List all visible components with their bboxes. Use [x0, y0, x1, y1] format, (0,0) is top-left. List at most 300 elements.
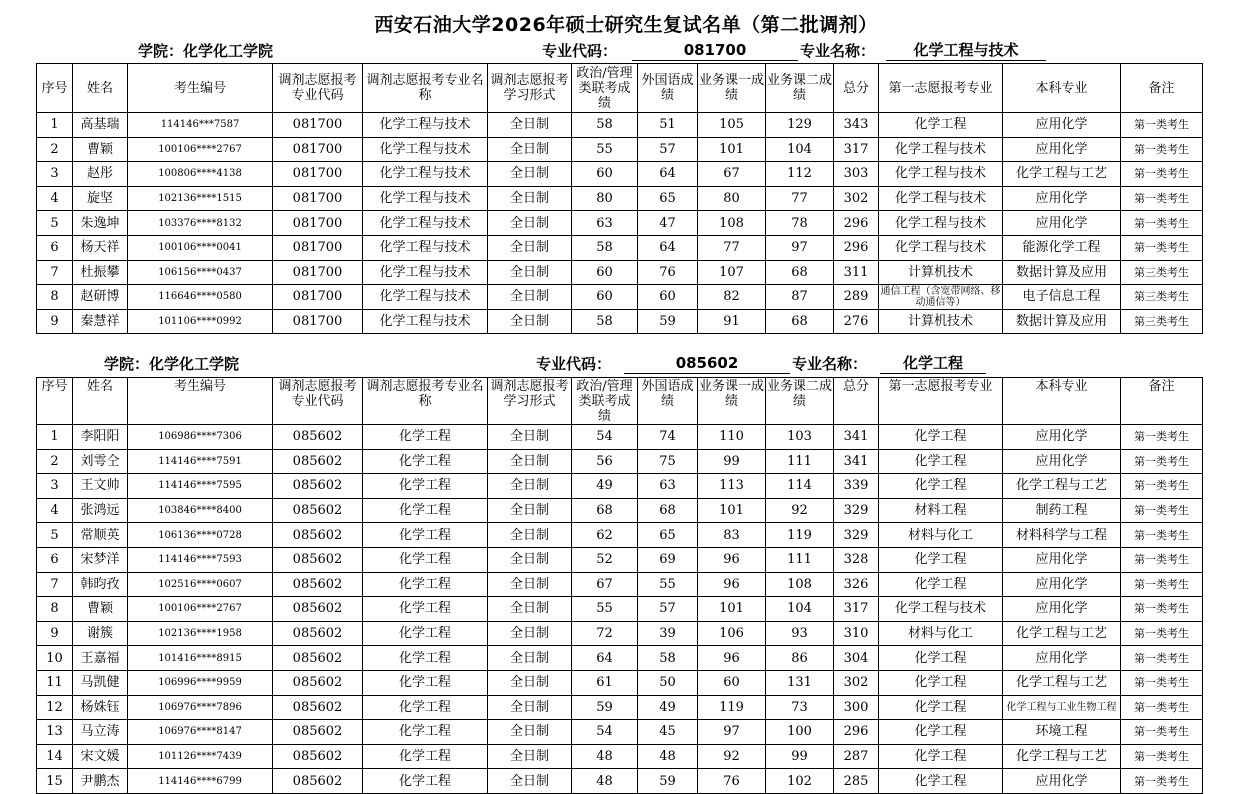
table-cell: 第一类考生 — [1121, 744, 1203, 769]
table-cell: 114146***7587 — [128, 113, 273, 138]
table-cell: 76 — [638, 260, 698, 285]
table-cell: 尹鹏杰 — [73, 769, 128, 794]
table-cell: 化学工程 — [879, 572, 1003, 597]
table-cell: 10 — [37, 646, 73, 671]
table-cell: 化学工程与技术 — [363, 186, 488, 211]
table-cell: 96 — [698, 572, 766, 597]
major-name-label: 专业名称： — [800, 42, 876, 60]
table-cell: 化学工程 — [879, 113, 1003, 138]
table-cell: 310 — [834, 621, 879, 646]
table-cell: 1 — [37, 113, 73, 138]
table-cell: 99 — [698, 449, 766, 474]
table-cell: 能源化学工程 — [1003, 235, 1121, 260]
table-cell: 085602 — [273, 547, 363, 572]
column-header: 第一志愿报考专业 — [879, 64, 1003, 113]
table-cell: 106156****0437 — [128, 260, 273, 285]
table-cell: 材料科学与工程 — [1003, 523, 1121, 548]
column-header: 业务课一成绩 — [698, 378, 766, 425]
table-cell: 第一类考生 — [1121, 235, 1203, 260]
table-cell: 081700 — [273, 162, 363, 187]
column-header: 政治/管理类联考成绩 — [572, 378, 638, 425]
table-cell: 秦慧祥 — [73, 309, 128, 334]
table-cell: 131 — [766, 670, 834, 695]
table-cell: 100806****4138 — [128, 162, 273, 187]
table-cell: 化学工程 — [363, 769, 488, 794]
table-cell: 085602 — [273, 425, 363, 450]
table-cell: 108 — [766, 572, 834, 597]
table-cell: 289 — [834, 285, 879, 310]
table-cell: 全日制 — [488, 572, 572, 597]
major-code-label: 专业代码： — [542, 42, 618, 60]
table-cell: 计算机技术 — [879, 260, 1003, 285]
table-cell: 48 — [572, 744, 638, 769]
table-cell: 101 — [698, 597, 766, 622]
table-cell: 韩昀孜 — [73, 572, 128, 597]
column-header: 调剂志愿报考学习形式 — [488, 378, 572, 425]
table-cell: 101 — [698, 137, 766, 162]
table-cell: 7 — [37, 260, 73, 285]
column-header: 第一志愿报考专业 — [879, 378, 1003, 425]
table-cell: 化学工程与技术 — [879, 597, 1003, 622]
table-cell: 72 — [572, 621, 638, 646]
table-cell: 化学工程 — [879, 474, 1003, 499]
table-cell: 76 — [698, 769, 766, 794]
table-cell: 112 — [766, 162, 834, 187]
page-title: 西安石油大学2026年硕士研究生复试名单（第二批调剂） — [374, 14, 878, 36]
column-header: 调剂志愿报考专业代码 — [273, 378, 363, 425]
table-cell: 085602 — [273, 769, 363, 794]
table-cell: 96 — [698, 547, 766, 572]
table-cell: 65 — [638, 186, 698, 211]
table-cell: 68 — [572, 498, 638, 523]
table-cell: 第三类考生 — [1121, 285, 1203, 310]
column-header: 序号 — [37, 64, 73, 113]
table-row — [37, 769, 1203, 794]
table-cell: 9 — [37, 309, 73, 334]
major-name-value: 化学工程 — [880, 353, 986, 374]
table-cell: 59 — [638, 309, 698, 334]
table-cell: 全日制 — [488, 211, 572, 236]
table-row — [37, 137, 1203, 162]
table-cell: 化学工程 — [363, 572, 488, 597]
table-cell: 化学工程与技术 — [363, 137, 488, 162]
table-cell: 97 — [698, 720, 766, 745]
table-cell: 王嘉福 — [73, 646, 128, 671]
column-header: 姓名 — [73, 378, 128, 425]
table-cell: 化学工程 — [879, 720, 1003, 745]
table-cell: 67 — [698, 162, 766, 187]
table-cell: 101106****0992 — [128, 309, 273, 334]
table-cell: 68 — [766, 309, 834, 334]
table-cell: 83 — [698, 523, 766, 548]
table-cell: 第一类考生 — [1121, 695, 1203, 720]
table-row — [37, 260, 1203, 285]
table-cell: 100106****2767 — [128, 597, 273, 622]
table-cell: 数据计算及应用 — [1003, 309, 1121, 334]
table-cell: 085602 — [273, 720, 363, 745]
table-cell: 全日制 — [488, 260, 572, 285]
table-cell: 李阳阳 — [73, 425, 128, 450]
table-cell: 应用化学 — [1003, 113, 1121, 138]
column-header: 本科专业 — [1003, 64, 1121, 113]
table-cell: 化学工程与技术 — [363, 285, 488, 310]
table-cell: 64 — [638, 162, 698, 187]
table-cell: 6 — [37, 547, 73, 572]
table-cell: 50 — [638, 670, 698, 695]
major-name-value: 化学工程与技术 — [886, 40, 1046, 61]
section1-header — [0, 40, 1252, 62]
table-cell: 化学工程与工艺 — [1003, 744, 1121, 769]
table-row — [37, 744, 1203, 769]
table-cell: 环境工程 — [1003, 720, 1121, 745]
table-row — [37, 285, 1203, 310]
table-cell: 化学工程与技术 — [363, 162, 488, 187]
table-cell: 应用化学 — [1003, 547, 1121, 572]
table-cell: 化学工程与工艺 — [1003, 670, 1121, 695]
table-cell: 329 — [834, 498, 879, 523]
table-cell: 第一类考生 — [1121, 425, 1203, 450]
college-label: 学院：化学化工学院 — [138, 42, 274, 60]
table-cell: 化学工程与工艺 — [1003, 474, 1121, 499]
table-cell: 电子信息工程 — [1003, 285, 1121, 310]
table-cell: 80 — [572, 186, 638, 211]
table-cell: 马立涛 — [73, 720, 128, 745]
table-cell: 77 — [698, 235, 766, 260]
table-cell: 化学工程与技术 — [879, 137, 1003, 162]
table-cell: 96 — [698, 646, 766, 671]
table-cell: 2 — [37, 449, 73, 474]
table-cell: 5 — [37, 211, 73, 236]
table-cell: 全日制 — [488, 449, 572, 474]
table-cell: 77 — [766, 186, 834, 211]
table-cell: 3 — [37, 474, 73, 499]
table-cell: 应用化学 — [1003, 646, 1121, 671]
table-cell: 329 — [834, 523, 879, 548]
table-cell: 谢簇 — [73, 621, 128, 646]
table-row — [37, 646, 1203, 671]
table-row — [37, 186, 1203, 211]
table-cell: 应用化学 — [1003, 769, 1121, 794]
table-cell: 111 — [766, 547, 834, 572]
table-row — [37, 474, 1203, 499]
table-cell: 97 — [766, 235, 834, 260]
table-section2 — [36, 377, 1203, 794]
table-cell: 计算机技术 — [879, 309, 1003, 334]
table-cell: 第一类考生 — [1121, 186, 1203, 211]
table-cell: 第三类考生 — [1121, 260, 1203, 285]
table-cell: 085602 — [273, 646, 363, 671]
table-cell: 化学工程 — [879, 695, 1003, 720]
table-cell: 全日制 — [488, 113, 572, 138]
table-row — [37, 498, 1203, 523]
table-cell: 75 — [638, 449, 698, 474]
table-cell: 全日制 — [488, 137, 572, 162]
table-cell: 114146****7591 — [128, 449, 273, 474]
table-row — [37, 597, 1203, 622]
table-cell: 全日制 — [488, 474, 572, 499]
table-row — [37, 547, 1203, 572]
column-header: 外国语成绩 — [638, 378, 698, 425]
table-cell: 化学工程 — [879, 769, 1003, 794]
table-cell: 60 — [572, 162, 638, 187]
table-cell: 14 — [37, 744, 73, 769]
table-cell: 102 — [766, 769, 834, 794]
major-name-label: 专业名称： — [792, 355, 868, 373]
table-cell: 化学工程 — [363, 646, 488, 671]
table-cell: 317 — [834, 597, 879, 622]
table-cell: 102136****1515 — [128, 186, 273, 211]
column-header: 外国语成绩 — [638, 64, 698, 113]
table-cell: 第一类考生 — [1121, 720, 1203, 745]
table-cell: 全日制 — [488, 186, 572, 211]
table-cell: 化学工程 — [879, 646, 1003, 671]
table-cell: 110 — [698, 425, 766, 450]
table-cell: 67 — [572, 572, 638, 597]
table-cell: 应用化学 — [1003, 597, 1121, 622]
table-cell: 49 — [638, 695, 698, 720]
table-row — [37, 162, 1203, 187]
table-cell: 102136****1958 — [128, 621, 273, 646]
table-cell: 1 — [37, 425, 73, 450]
table-cell: 应用化学 — [1003, 211, 1121, 236]
table-cell: 马凯健 — [73, 670, 128, 695]
table-cell: 114146****7595 — [128, 474, 273, 499]
table-cell: 328 — [834, 547, 879, 572]
table-cell: 104 — [766, 137, 834, 162]
table-row — [37, 523, 1203, 548]
table-cell: 化学工程 — [363, 597, 488, 622]
table-cell: 119 — [766, 523, 834, 548]
column-header: 备注 — [1121, 64, 1203, 113]
table-cell: 全日制 — [488, 235, 572, 260]
column-header: 总分 — [834, 64, 879, 113]
table-cell: 68 — [766, 260, 834, 285]
table-cell: 317 — [834, 137, 879, 162]
table-cell: 45 — [638, 720, 698, 745]
table-cell: 全日制 — [488, 744, 572, 769]
table-cell: 全日制 — [488, 425, 572, 450]
table-row — [37, 621, 1203, 646]
table-cell: 曹颖 — [73, 597, 128, 622]
table-cell: 92 — [698, 744, 766, 769]
table-cell: 48 — [638, 744, 698, 769]
table-cell: 第一类考生 — [1121, 597, 1203, 622]
table-cell: 104 — [766, 597, 834, 622]
table-cell: 宋梦洋 — [73, 547, 128, 572]
table-cell: 9 — [37, 621, 73, 646]
table-cell: 63 — [572, 211, 638, 236]
table-cell: 73 — [766, 695, 834, 720]
table-cell: 张鸿远 — [73, 498, 128, 523]
table-cell: 114146****7593 — [128, 547, 273, 572]
table-cell: 58 — [638, 646, 698, 671]
table-cell: 化学工程 — [363, 523, 488, 548]
table-cell: 103 — [766, 425, 834, 450]
table-cell: 11 — [37, 670, 73, 695]
table-cell: 应用化学 — [1003, 186, 1121, 211]
table-cell: 56 — [572, 449, 638, 474]
table-cell: 296 — [834, 720, 879, 745]
table-cell: 103846****8400 — [128, 498, 273, 523]
table-cell: 第一类考生 — [1121, 474, 1203, 499]
table-cell: 287 — [834, 744, 879, 769]
table-cell: 111 — [766, 449, 834, 474]
table-cell: 300 — [834, 695, 879, 720]
table-cell: 材料与化工 — [879, 523, 1003, 548]
column-header: 姓名 — [73, 64, 128, 113]
table-cell: 47 — [638, 211, 698, 236]
table-cell: 60 — [698, 670, 766, 695]
table-cell: 54 — [572, 720, 638, 745]
major-code-value: 085602 — [624, 353, 790, 374]
table-cell: 119 — [698, 695, 766, 720]
table-cell: 085602 — [273, 621, 363, 646]
table-cell: 化学工程 — [363, 670, 488, 695]
table-cell: 58 — [572, 235, 638, 260]
table-cell: 085602 — [273, 695, 363, 720]
table-cell: 应用化学 — [1003, 425, 1121, 450]
table-cell: 化学工程与技术 — [363, 235, 488, 260]
table-cell: 116646****0580 — [128, 285, 273, 310]
table-cell: 64 — [638, 235, 698, 260]
table-cell: 081700 — [273, 137, 363, 162]
column-header: 备注 — [1121, 378, 1203, 425]
table-header-row — [37, 64, 1203, 113]
table-cell: 57 — [638, 597, 698, 622]
column-header: 考生编号 — [128, 378, 273, 425]
table-cell: 296 — [834, 211, 879, 236]
table-cell: 107 — [698, 260, 766, 285]
table-cell: 第一类考生 — [1121, 523, 1203, 548]
table-cell: 应用化学 — [1003, 137, 1121, 162]
table-cell: 全日制 — [488, 720, 572, 745]
table-cell: 化学工程与技术 — [879, 162, 1003, 187]
table-cell: 081700 — [273, 235, 363, 260]
table-cell: 114 — [766, 474, 834, 499]
table-cell: 085602 — [273, 670, 363, 695]
table-cell: 60 — [572, 260, 638, 285]
table-cell: 68 — [638, 498, 698, 523]
table-cell: 应用化学 — [1003, 572, 1121, 597]
table-cell: 39 — [638, 621, 698, 646]
table-cell: 341 — [834, 449, 879, 474]
table-cell: 302 — [834, 670, 879, 695]
table-cell: 114146****6799 — [128, 769, 273, 794]
table-cell: 朱逸坤 — [73, 211, 128, 236]
table-cell: 081700 — [273, 309, 363, 334]
table-cell: 106976****8147 — [128, 720, 273, 745]
table-cell: 5 — [37, 523, 73, 548]
table-cell: 085602 — [273, 498, 363, 523]
table-cell: 化学工程 — [363, 744, 488, 769]
table-cell: 7 — [37, 572, 73, 597]
column-header: 本科专业 — [1003, 378, 1121, 425]
table-cell: 赵研博 — [73, 285, 128, 310]
table-cell: 101 — [698, 498, 766, 523]
table-row — [37, 425, 1203, 450]
college-label: 学院：化学化工学院 — [104, 355, 240, 373]
table-cell: 化学工程 — [363, 621, 488, 646]
table-cell: 49 — [572, 474, 638, 499]
table-cell: 085602 — [273, 572, 363, 597]
table-cell: 8 — [37, 597, 73, 622]
table-cell: 全日制 — [488, 670, 572, 695]
table-cell: 129 — [766, 113, 834, 138]
table-cell: 302 — [834, 186, 879, 211]
table-cell: 15 — [37, 769, 73, 794]
column-header: 调剂志愿报考专业名称 — [363, 64, 488, 113]
table-cell: 100106****0041 — [128, 235, 273, 260]
table-cell: 第一类考生 — [1121, 211, 1203, 236]
table-cell: 106136****0728 — [128, 523, 273, 548]
table-cell: 339 — [834, 474, 879, 499]
table-cell: 113 — [698, 474, 766, 499]
table-cell: 13 — [37, 720, 73, 745]
section2-header — [0, 353, 1252, 375]
table-cell: 化学工程与工艺 — [1003, 621, 1121, 646]
table-cell: 第一类考生 — [1121, 498, 1203, 523]
table-cell: 刘雩仝 — [73, 449, 128, 474]
table-row — [37, 449, 1203, 474]
table-cell: 085602 — [273, 597, 363, 622]
table-cell: 101416****8915 — [128, 646, 273, 671]
table-cell: 106 — [698, 621, 766, 646]
table-cell: 数据计算及应用 — [1003, 260, 1121, 285]
column-header: 业务课一成绩 — [698, 64, 766, 113]
table-cell: 第一类考生 — [1121, 646, 1203, 671]
table-cell: 4 — [37, 186, 73, 211]
table-cell: 51 — [638, 113, 698, 138]
table-cell: 108 — [698, 211, 766, 236]
table-cell: 化学工程 — [879, 547, 1003, 572]
table-section1 — [36, 63, 1203, 334]
table-cell: 80 — [698, 186, 766, 211]
table-cell: 085602 — [273, 449, 363, 474]
table-cell: 54 — [572, 425, 638, 450]
table-cell: 全日制 — [488, 621, 572, 646]
table-row — [37, 572, 1203, 597]
table-cell: 曹颖 — [73, 137, 128, 162]
table-cell: 081700 — [273, 186, 363, 211]
table-cell: 101126****7439 — [128, 744, 273, 769]
table-cell: 化学工程 — [363, 720, 488, 745]
table-cell: 化学工程 — [363, 425, 488, 450]
table-cell: 化学工程与技术 — [363, 113, 488, 138]
column-header: 调剂志愿报考专业名称 — [363, 378, 488, 425]
table-cell: 326 — [834, 572, 879, 597]
table-cell: 应用化学 — [1003, 449, 1121, 474]
table-cell: 86 — [766, 646, 834, 671]
table-cell: 全日制 — [488, 769, 572, 794]
table-cell: 57 — [638, 137, 698, 162]
table-cell: 276 — [834, 309, 879, 334]
table-cell: 92 — [766, 498, 834, 523]
table-cell: 100 — [766, 720, 834, 745]
table-row — [37, 670, 1203, 695]
table-cell: 311 — [834, 260, 879, 285]
table-cell: 化学工程 — [879, 449, 1003, 474]
table-cell: 081700 — [273, 113, 363, 138]
table-cell: 69 — [638, 547, 698, 572]
table-cell: 59 — [572, 695, 638, 720]
table-cell: 296 — [834, 235, 879, 260]
table-cell: 材料与化工 — [879, 621, 1003, 646]
table-cell: 化学工程与技术 — [879, 211, 1003, 236]
table-cell: 第一类考生 — [1121, 621, 1203, 646]
table-cell: 341 — [834, 425, 879, 450]
table-cell: 59 — [638, 769, 698, 794]
table-row — [37, 695, 1203, 720]
